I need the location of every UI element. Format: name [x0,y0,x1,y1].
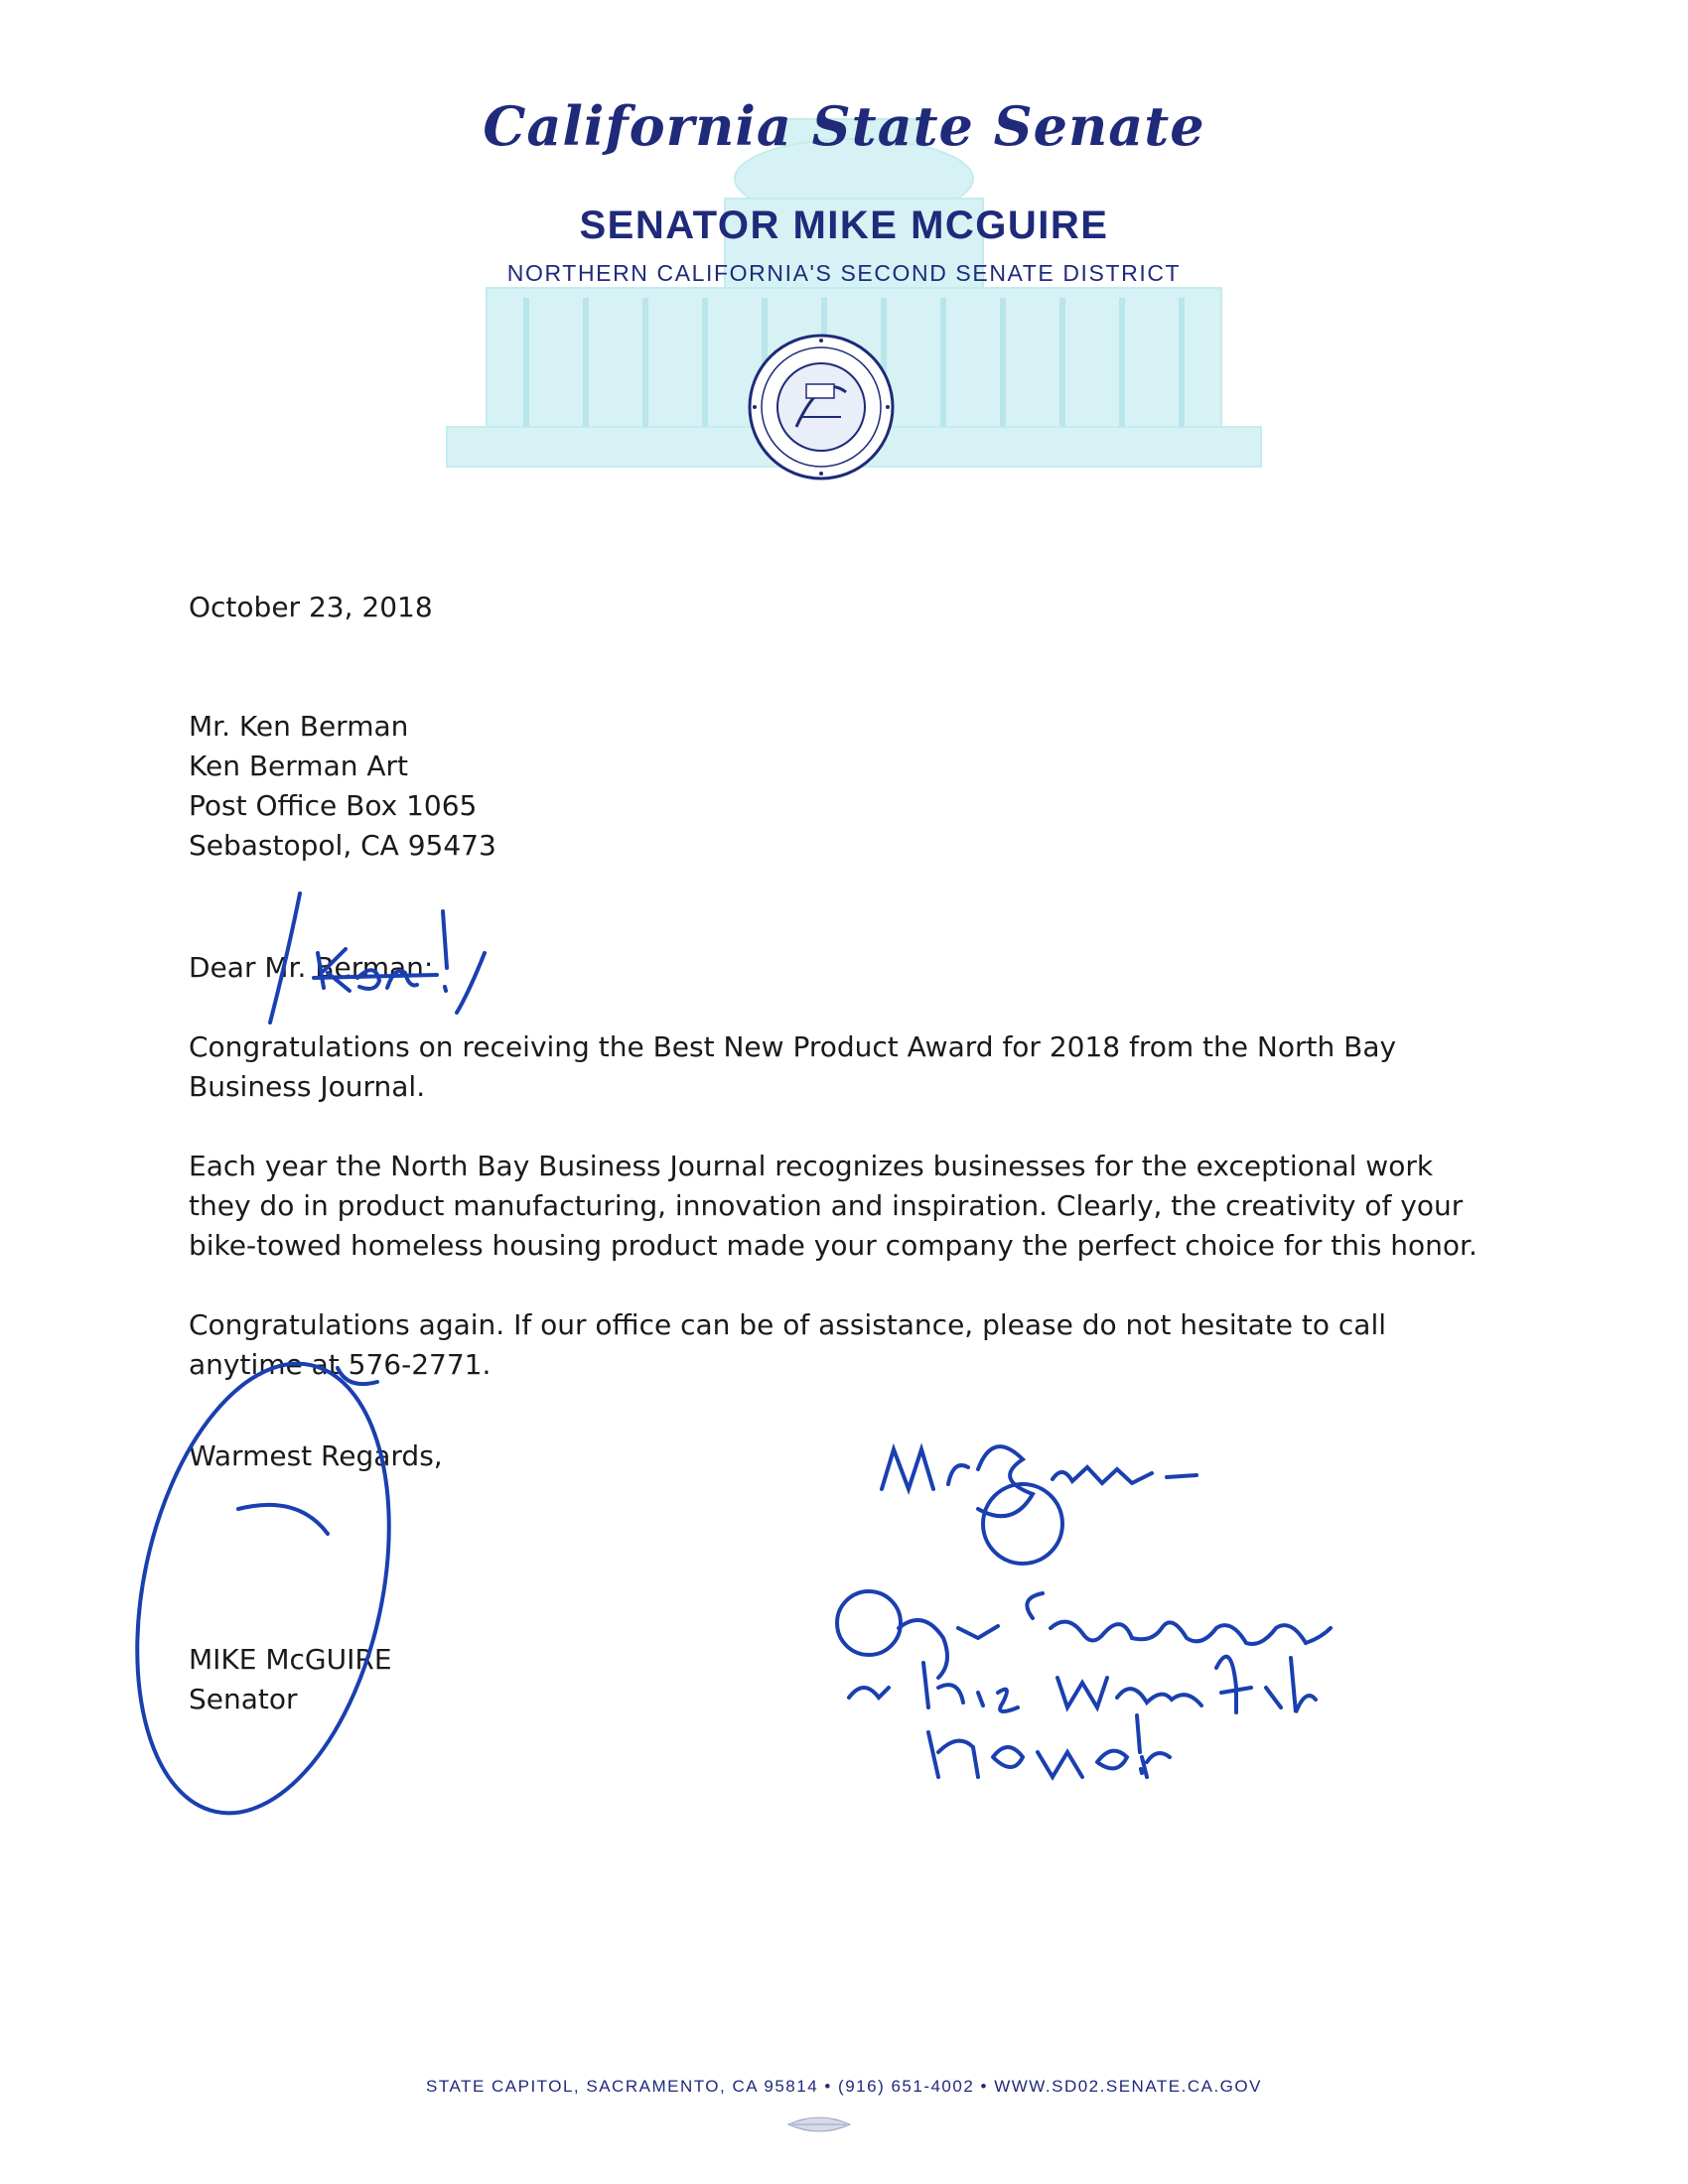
note-line-1-mr [882,1449,968,1489]
district-subtitle: NORTHERN CALIFORNIA'S SECOND SENATE DISTRICT [506,260,1182,286]
signature-stroke [238,1505,328,1534]
signature-oval [99,1340,427,1837]
paragraph-2: Each year the North Bay Business Journal recognizes businesses for the exceptional work they do in product manufacturing, innovation and inspiration. Clearly, the creativity of your bike-towed homeless housing product made your company the perfect choice for this honor. [189,1150,1477,1262]
note-line-3-wonderful [1057,1657,1316,1712]
footer-address: STATE CAPITOL, SACRAMENTO, CA 95814 • (916) 651-4002 • WWW.SD02.SENATE.CA.GOV [426,2077,1262,2096]
note-line-2-circle [837,1591,901,1655]
note-line-3-this [923,1663,1018,1711]
recipient-city-state-zip: Sebastopol, CA 95473 [189,829,496,862]
letterhead [0,0,1688,516]
note-line-1-berman [1053,1467,1196,1483]
recipient-address: Post Office Box 1065 [189,789,478,822]
note-line-2-big [899,1620,998,1678]
paragraph-1: Congratulations on receiving the Best New Product Award for 2018 from the North Bay Business Journal. [189,1030,1397,1103]
senator-name-heading: SENATOR MIKE MCGUIRE [579,204,1109,247]
salutation: Dear Mr. Berman: [189,951,434,984]
paragraph-3: Congratulations again. If our office can be of assistance, please do not hesitate to call anytime at 576-2771. [189,1308,1387,1381]
signer-name: MIKE McGUIRE [189,1643,392,1676]
letter-date: October 23, 2018 [189,591,433,623]
recipient-company: Ken Berman Art [189,750,409,782]
signer-title: Senator [189,1683,298,1715]
note-line-4-honor [928,1732,1170,1777]
note-line-2-congratulations [1027,1593,1331,1644]
senate-seal-icon [747,333,896,481]
closing: Warmest Regards, [189,1439,443,1472]
recipient-name: Mr. Ken Berman [189,710,409,743]
quill-ornament-icon [784,2113,854,2136]
chamber-title: California State Senate [483,94,1205,158]
note-line-3-on [849,1688,889,1698]
